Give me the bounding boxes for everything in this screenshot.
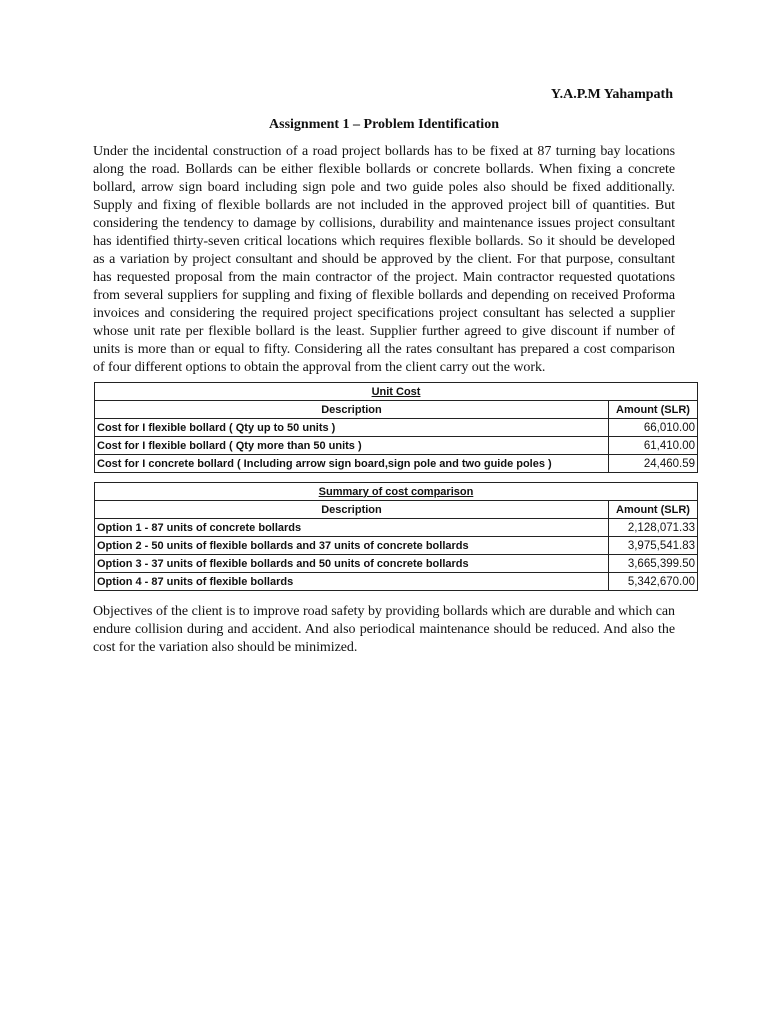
- row-description: Cost for I flexible bollard ( Qty more than 50 units ): [95, 437, 609, 455]
- summary-caption: Summary of cost comparison: [95, 483, 698, 501]
- row-amount: 61,410.00: [609, 437, 698, 455]
- document-page: [93, 86, 696, 657]
- amount-header: Amount (SLR): [609, 501, 698, 519]
- amount-header: Amount (SLR): [609, 401, 698, 419]
- intro-paragraph: Under the incidental construction of a road project bollards has to be fixed at 87 turning bay locations along the road. Bollards can be either flexible bollards or concrete bollards. When fixing a concrete bollard, arrow sign board including sign pole and two guide poles also should be fixed additionally. Supply and fixing of flexible bollards are not included in the approved project bill of quantities. But considering the tendency to damage by collisions, durability and maintenance issues project consultant has identified thirty-seven critical locations which requires flexible bollards. So it should be developed as a variation by project consultant and should be approved by the client. For that purpose, consultant has requested proposal from the main contractor of the project. Main contractor requested quotations from several suppliers for suppling and fixing of flexible bollards and depending on received Proforma invoices and considering the required project specifications project consultant has selected a supplier whose unit rate per flexible bollard is the least. Supplier further agreed to give discount if number of units is more than or equal to fifty. Considering all the rates consultant has prepared a cost comparison of four different options to obtain the approval from the client carry out the work.: [93, 144, 675, 375]
- document-title: Assignment 1 – Problem Identification: [269, 117, 499, 132]
- table-row: [95, 573, 698, 591]
- row-amount: 66,010.00: [609, 419, 698, 437]
- unit-cost-caption: Unit Cost: [95, 383, 698, 401]
- row-amount: 5,342,670.00: [609, 573, 698, 591]
- objectives-paragraph: Objectives of the client is to improve road safety by providing bollards which are durable and which can endure collision during and accident. And also periodical maintenance should be reduced. And also the cost for the variation also should be minimized.: [93, 604, 675, 655]
- table-row: [95, 455, 698, 473]
- row-amount: 3,665,399.50: [609, 555, 698, 573]
- row-description: Cost for I concrete bollard ( Including arrow sign board,sign pole and two guide poles ): [95, 455, 609, 473]
- table-row: [95, 555, 698, 573]
- table-header-row: [95, 501, 698, 519]
- table-row: [95, 519, 698, 537]
- table-row: [95, 419, 698, 437]
- row-amount: 2,128,071.33: [609, 519, 698, 537]
- row-description: Option 3 - 37 units of flexible bollards and 50 units of concrete bollards: [95, 555, 609, 573]
- row-amount: 3,975,541.83: [609, 537, 698, 555]
- description-header: Description: [95, 501, 609, 519]
- unit-cost-table: [94, 382, 698, 473]
- table-row: [95, 537, 698, 555]
- author-name: Y.A.P.M Yahampath: [550, 87, 673, 102]
- table-caption-row: [95, 483, 698, 501]
- summary-cost-table: [94, 482, 698, 591]
- row-description: Option 4 - 87 units of flexible bollards: [95, 573, 609, 591]
- row-description: Option 1 - 87 units of concrete bollards: [95, 519, 609, 537]
- description-header: Description: [95, 401, 609, 419]
- table-caption-row: [95, 383, 698, 401]
- row-description: Cost for I flexible bollard ( Qty up to 50 units ): [95, 419, 609, 437]
- row-amount: 24,460.59: [609, 455, 698, 473]
- row-description: Option 2 - 50 units of flexible bollards and 37 units of concrete bollards: [95, 537, 609, 555]
- table-row: [95, 437, 698, 455]
- table-header-row: [95, 401, 698, 419]
